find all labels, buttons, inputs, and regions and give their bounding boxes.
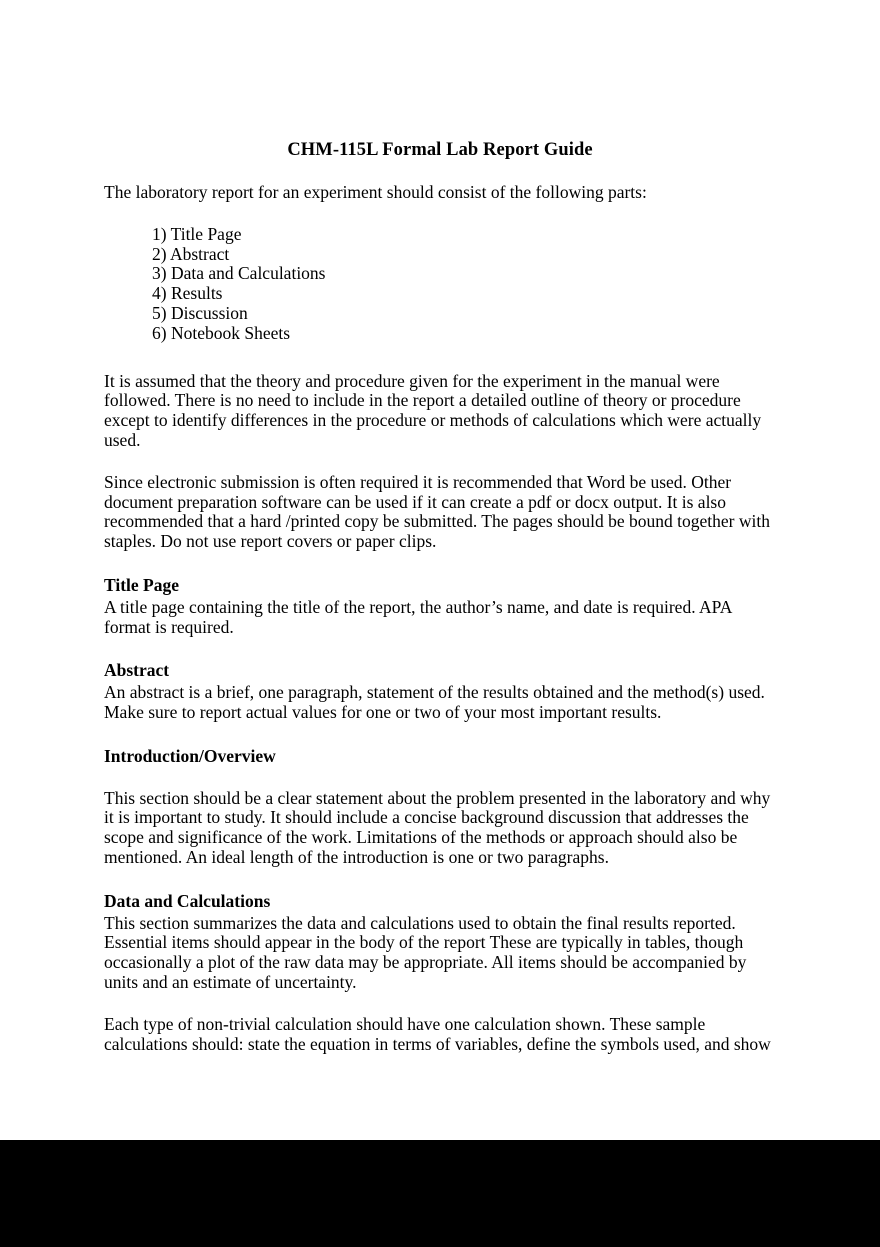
list-item: 6) Notebook Sheets	[152, 322, 291, 343]
section-heading-abstract: Abstract	[104, 660, 170, 681]
page-footer-bar	[0, 1140, 880, 1247]
list-item: 1) Title Page	[152, 223, 242, 244]
section-body-data-and-calculations: This section summarizes the data and calculations used to obtain the final results reported. Essential items should appear in the body of the report These are typically in tables, though occasionally a plot of the raw data may be appropriate. All items should be accompanied by units and an estimate of uncertainty.	[104, 912, 747, 992]
section-body-introduction: This section should be a clear statement about the problem presented in the laboratory and why it is important to study. It should include a concise background discussion that addresses the scope and significance of the work. Limitations of the methods or approach should also be mentioned. An ideal length of the introduction is one or two paragraphs.	[104, 787, 771, 867]
section-body-abstract: An abstract is a brief, one paragraph, statement of the results obtained and the method(s) used. Make sure to report actual values for one or two of your most important results.	[104, 682, 765, 722]
section-heading-title-page: Title Page	[104, 574, 180, 595]
intro-paragraph: The laboratory report for an experiment should consist of the following parts:	[104, 182, 647, 202]
submission-paragraph: Since electronic submission is often required it is recommended that Word be used. Other document preparation software can be used if it can create a pdf or docx output. It is also recommended that a hard /printed copy be submitted. The pages should be bound together with staples. Do not use report covers or paper clips.	[104, 471, 770, 552]
list-item: 3) Data and Calculations	[152, 263, 326, 284]
list-item: 2) Abstract	[152, 243, 230, 264]
section-heading-data-and-calculations: Data and Calculations	[104, 890, 271, 911]
section-heading-introduction: Introduction/Overview	[104, 745, 276, 766]
list-item: 4) Results	[152, 283, 223, 304]
list-item: 5) Discussion	[152, 302, 248, 323]
assumption-paragraph: It is assumed that the theory and procedure given for the experiment in the manual were followed. There is no need to include in the report a detailed outline of theory or procedure except to identify differences in the procedure or methods of calculations which were actually used.	[104, 370, 762, 450]
section-body-title-page: A title page containing the title of the report, the author’s name, and date is required. APA format is required.	[104, 596, 732, 637]
report-parts-list	[104, 225, 776, 344]
section-body-data-and-calculations-continued: Each type of non-trivial calculation should have one calculation shown. These sample calculations should: state the equation in terms of variables, define the symbols used, and show	[104, 1013, 771, 1054]
page-title: CHM-115L Formal Lab Report Guide	[287, 140, 593, 160]
